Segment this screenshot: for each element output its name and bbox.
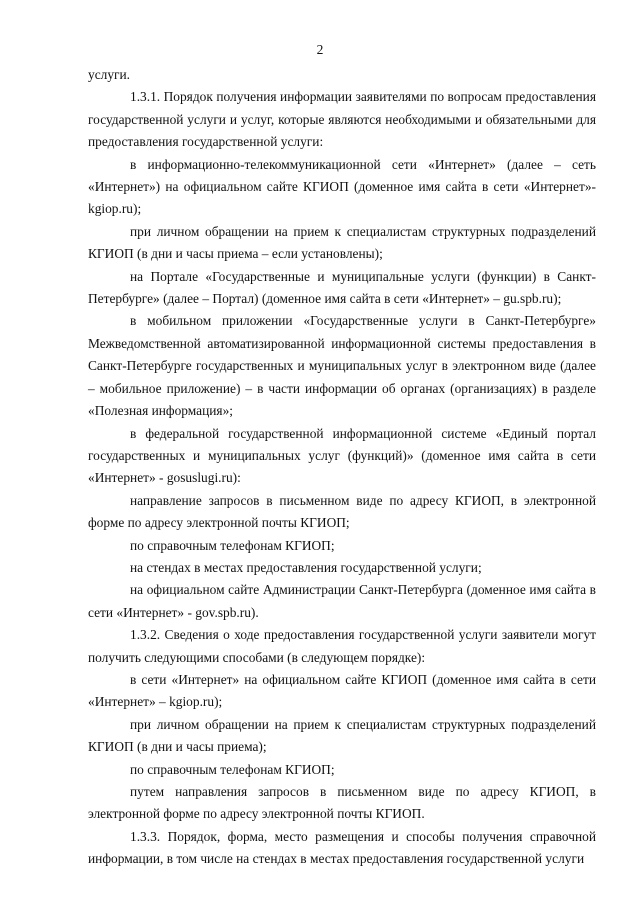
- paragraph: 1.3.1. Порядок получения информации заявителями по вопросам предоставления государственной услуги и услуг, которые являются необходимыми и обязательными для предоставления государственной услуги:: [88, 89, 596, 150]
- paragraph: в сети «Интернет» на официальном сайте КГИОП (доменное имя сайта в сети «Интернет» – kgiop.ru);: [88, 671, 596, 710]
- paragraph: по справочным телефонам КГИОП;: [130, 761, 335, 777]
- paragraph: на стендах в местах предоставления государственной услуги;: [130, 559, 482, 575]
- paragraph: по справочным телефонам КГИОП;: [130, 537, 335, 553]
- paragraph: 1.3.3. Порядок, форма, место размещения и способы получения справочной информации, в том числе на стендах в местах предоставления государственной услуги: [88, 828, 596, 867]
- paragraph: при личном обращении на прием к специалистам структурных подразделений КГИОП (в дни и часы приема);: [88, 716, 596, 755]
- paragraph: в мобильном приложении «Государственные услуги в Санкт-Петербурге» Межведомственной автоматизированной информационной системы предоставления в Санкт-Петербурге государственных и муниципальных услуг в электронном виде (далее – мобильное приложение) – в части информации об органах (организациях) в разделе «Полезная информация»;: [88, 313, 596, 419]
- paragraph: услуги.: [88, 67, 131, 82]
- paragraph: на официальном сайте Администрации Санкт-Петербурга (доменное имя сайта в сети «Интернет» - gov.spb.ru).: [88, 582, 596, 620]
- paragraph: в информационно-телекоммуникационной сети «Интернет» (далее – сеть «Интернет») на официальном сайте КГИОП (доменное имя сайта в сети «Интернет»- kgiop.ru);: [88, 156, 596, 217]
- document-body: [88, 64, 596, 871]
- paragraph: в федеральной государственной информационной системе «Единый портал государственных и муниципальных услуг (функций)» (доменное имя сайта в сети «Интернет» - gosuslugi.ru):: [88, 425, 596, 486]
- page-number: 2: [316, 42, 324, 57]
- paragraph: 1.3.2. Сведения о ходе предоставления государственной услуги заявители могут получить следующими способами (в следующем порядке):: [88, 627, 596, 665]
- paragraph: путем направления запросов в письменном виде по адресу КГИОП, в электронной форме по адресу электронной почты КГИОП.: [88, 784, 596, 822]
- paragraph: направление запросов в письменном виде по адресу КГИОП, в электронной форме по адресу электронной почты КГИОП;: [88, 492, 596, 531]
- paragraph: при личном обращении на прием к специалистам структурных подразделений КГИОП (в дни и часы приема – если установлены);: [88, 223, 596, 262]
- paragraph: на Портале «Государственные и муниципальные услуги (функции) в Санкт-Петербурге» (далее – Портал) (доменное имя сайта в сети «Интернет» – gu.spb.ru);: [88, 268, 596, 307]
